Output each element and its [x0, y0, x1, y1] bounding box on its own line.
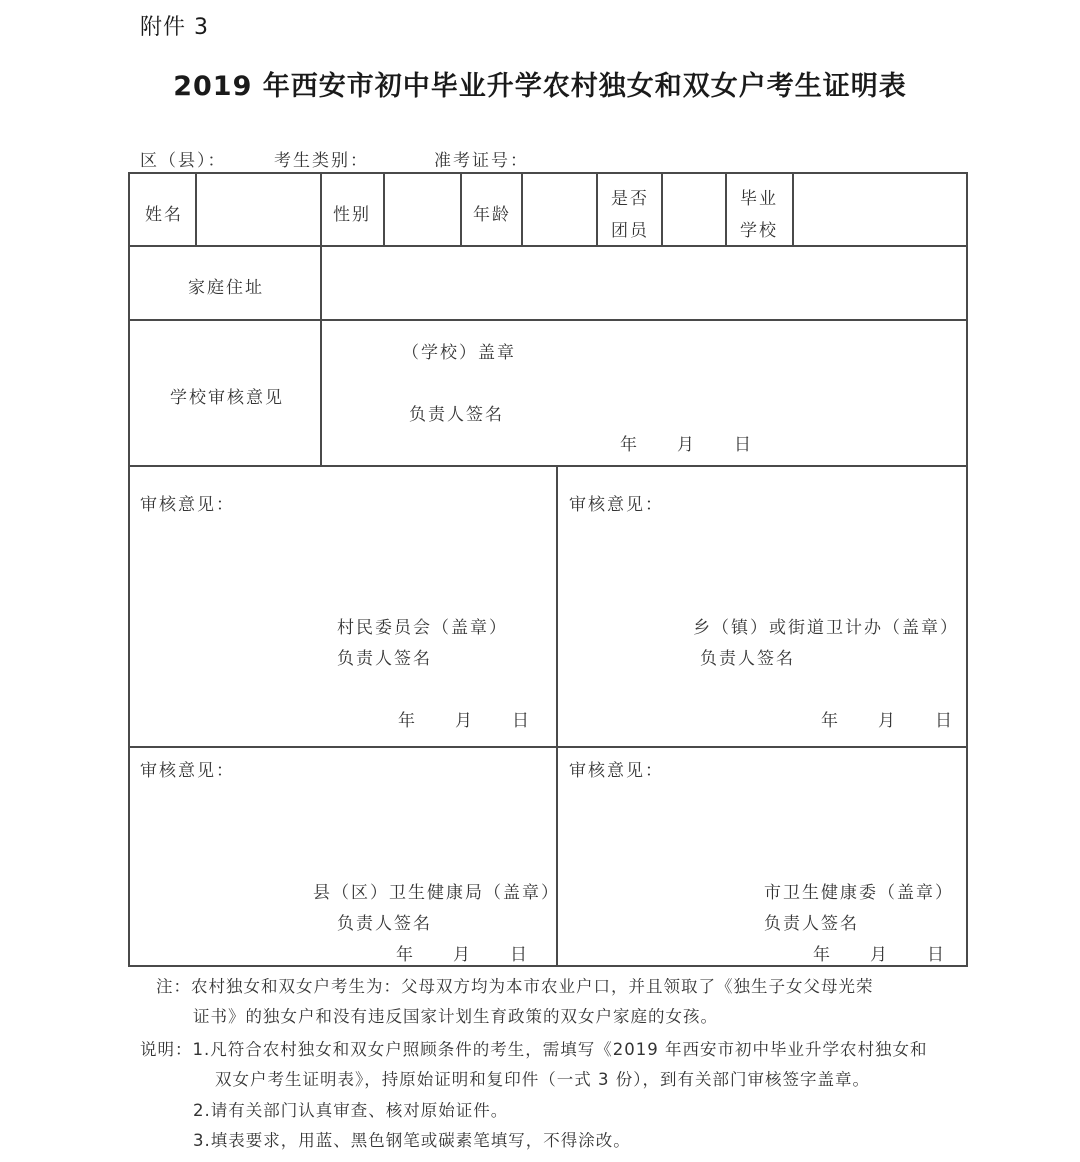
- table-border-right: [966, 172, 968, 966]
- signature-label: 负责人签名: [337, 914, 432, 934]
- review-heading: 审核意见：: [569, 761, 664, 781]
- league-member-field[interactable]: [663, 174, 724, 244]
- gender-label: 性别: [333, 205, 371, 225]
- village-committee-stamp: 村民委员会（盖章）: [337, 618, 508, 638]
- league-member-label: 是否: [611, 189, 649, 209]
- exam-number-label: 准考证号：: [434, 151, 529, 171]
- instruction-text: 双女户考生证明表》，持原始证明和复印件（一式 3 份），到有关部门审核签字盖章。: [215, 1070, 870, 1089]
- table-rule: [596, 172, 598, 246]
- date-label: 年 月 日: [821, 711, 954, 731]
- name-label: 姓名: [145, 205, 183, 225]
- signature-label: 负责人签名: [337, 649, 432, 669]
- address-field[interactable]: [322, 247, 965, 318]
- table-rule: [128, 319, 968, 321]
- review-heading: 审核意见：: [140, 495, 235, 515]
- township-office-stamp: 乡（镇）或街道卫计办（盖章）: [693, 618, 959, 638]
- district-label: 区（县）：: [140, 151, 227, 171]
- graduation-school-field[interactable]: [794, 174, 965, 244]
- school-date-label: 年 月 日: [620, 435, 753, 455]
- table-border-left: [128, 172, 130, 966]
- name-field[interactable]: [197, 174, 319, 244]
- category-label: 考生类别：: [274, 151, 369, 171]
- table-rule: [128, 465, 968, 467]
- city-health-commission-stamp: 市卫生健康委（盖章）: [764, 883, 954, 903]
- age-label: 年龄: [473, 205, 511, 225]
- address-label: 家庭住址: [188, 278, 264, 298]
- school-stamp-label: （学校）盖章: [402, 343, 516, 363]
- date-label: 年 月 日: [396, 945, 529, 965]
- table-rule: [320, 172, 322, 246]
- review-heading: 审核意见：: [140, 761, 235, 781]
- page-title: 2019 年西安市初中毕业升学农村独女和双女户考生证明表: [173, 71, 907, 102]
- league-member-label: 团员: [611, 221, 649, 241]
- instruction-text: 3.填表要求，用蓝、黑色钢笔或碳素笔填写，不得涂改。: [193, 1131, 631, 1150]
- table-rule: [128, 746, 968, 748]
- table-border-bottom: [128, 965, 968, 967]
- graduation-school-label: 学校: [740, 221, 778, 241]
- gender-field[interactable]: [385, 174, 459, 244]
- graduation-school-label: 毕业: [740, 189, 778, 209]
- table-rule: [460, 172, 462, 246]
- note-text: 注：农村独女和双女户考生为：父母双方均为本市农业户口，并且领取了《独生子女父母光荣: [156, 977, 874, 996]
- note-text: 证书》的独女户和没有违反国家计划生育政策的双女户家庭的女孩。: [193, 1007, 718, 1026]
- signature-label: 负责人签名: [700, 649, 795, 669]
- school-signature-label: 负责人签名: [409, 405, 504, 425]
- table-rule: [725, 172, 727, 246]
- school-review-label: 学校审核意见: [170, 388, 284, 408]
- instruction-text: 2.请有关部门认真审查、核对原始证件。: [193, 1101, 509, 1120]
- county-health-bureau-stamp: 县（区）卫生健康局（盖章）: [313, 883, 560, 903]
- review-heading: 审核意见：: [569, 495, 664, 515]
- age-field[interactable]: [523, 174, 595, 244]
- instruction-text: 说明：1.凡符合农村独女和双女户照顾条件的考生，需填写《2019 年西安市初中毕业升学农村独女和: [140, 1040, 928, 1059]
- date-label: 年 月 日: [813, 945, 946, 965]
- signature-label: 负责人签名: [764, 914, 859, 934]
- date-label: 年 月 日: [398, 711, 531, 731]
- attachment-label: 附件 3: [140, 15, 209, 40]
